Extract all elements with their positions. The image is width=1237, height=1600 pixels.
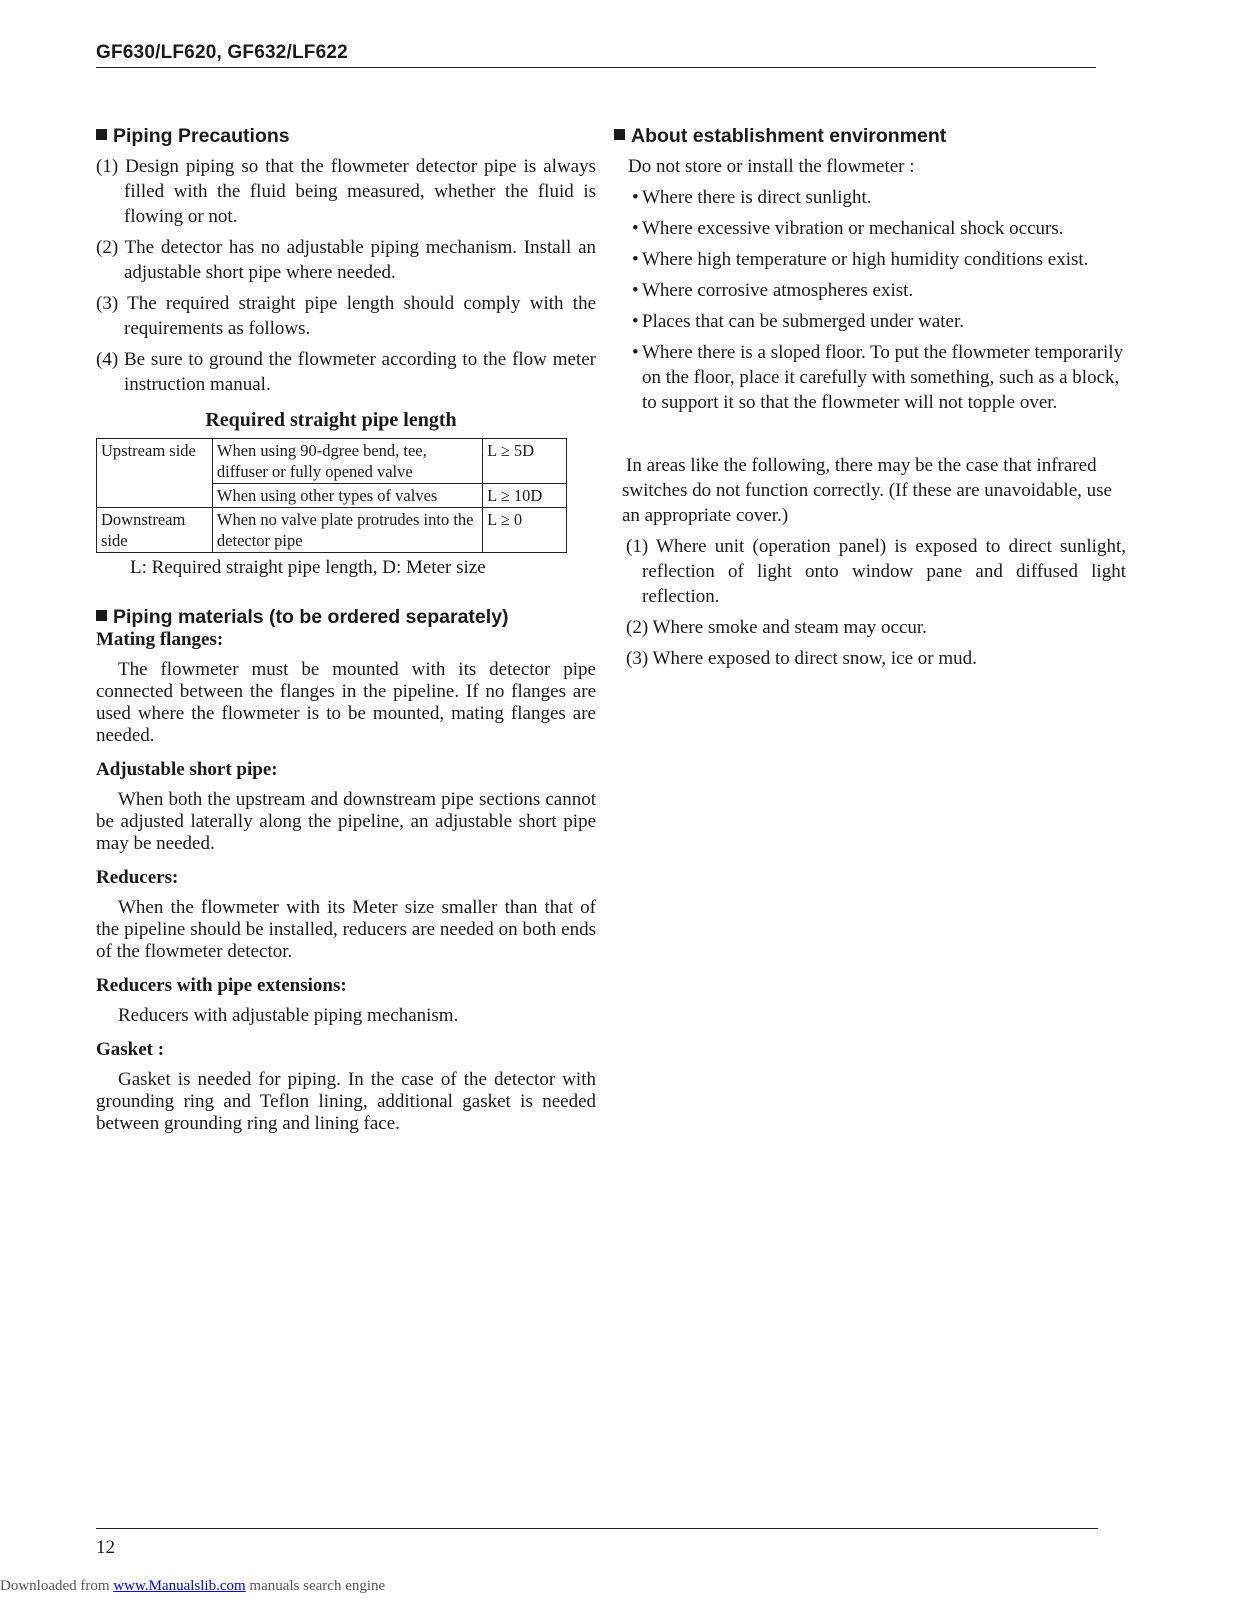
environment-intro: Do not store or install the flowmeter :	[628, 156, 915, 177]
gasket-text: Gasket is needed for piping. In the case of the detector with grounding ring and Teflon lining, additional gasket is needed between grounding ring and lining face.	[96, 1069, 596, 1134]
list-item: • Where there is a sloped floor. To put the flowmeter temporarily on the floor, place it carefully with something, such as a block, to support it so that the flowmeter will not topple over.	[626, 340, 1126, 415]
list-item: (1) Design piping so that the flowmeter detector pipe is always filled with the fluid being measured, whether the fluid is flowing or not.	[96, 156, 596, 227]
page-header-title: GF630/LF620, GF632/LF622	[96, 42, 348, 63]
right-column	[622, 96, 1126, 677]
table-cell: When using other types of valves	[212, 484, 482, 508]
table-row	[97, 508, 567, 553]
adjustable-pipe-text: When both the upstream and downstream pipe sections cannot be adjusted laterally along the pipeline, an adjustable short pipe may be needed.	[96, 789, 596, 854]
table-row	[97, 439, 567, 484]
straight-pipe-table	[96, 438, 567, 553]
reducers-text: When the flowmeter with its Meter size smaller than that of the pipeline should be installed, reducers are needed on both ends of the flowmeter detector.	[96, 897, 596, 962]
reducers-ext-heading: Reducers with pipe extensions:	[96, 975, 347, 996]
manualslib-link[interactable]: www.Manualslib.com	[113, 1578, 246, 1594]
reducers-ext-text: Reducers with adjustable piping mechanism.	[118, 1005, 459, 1026]
table-cell: When using 90-dgree bend, tee, diffuser or fully opened valve	[212, 439, 482, 484]
list-item: • Where corrosive atmospheres exist.	[626, 278, 1126, 303]
mating-flanges-text: The flowmeter must be mounted with its detector pipe connected between the flanges in the pipeline. If no flanges are used where the flowmeter is to be mounted, mating flanges are needed.	[96, 659, 596, 746]
table-cell: L ≥ 0	[483, 508, 567, 553]
list-item: (2) The detector has no adjustable piping mechanism. Install an adjustable short pipe where needed.	[96, 237, 596, 283]
table-note: L: Required straight pipe length, D: Meter size	[130, 557, 486, 578]
list-item: • Where there is direct sunlight.	[626, 185, 1126, 210]
infrared-intro: In areas like the following, there may be the case that infrared switches do not function correctly. (If these are unavoidable, use an appropriate cover.)	[622, 455, 1112, 526]
list-item: (3) The required straight pipe length should comply with the requirements as follows.	[96, 293, 596, 339]
list-item: • Where excessive vibration or mechanical shock occurs.	[626, 216, 1126, 241]
square-bullet-icon	[614, 129, 625, 140]
section-title-materials: Piping materials (to be ordered separately)	[96, 605, 596, 629]
mating-flanges-heading: Mating flanges:	[96, 629, 224, 650]
section-title-precautions: Piping Precautions	[96, 124, 596, 148]
infrared-list	[626, 534, 1126, 671]
table-cell: When no valve plate protrudes into the detector pipe	[212, 508, 482, 553]
adjustable-pipe-heading: Adjustable short pipe:	[96, 759, 278, 780]
table-cell: Upstream side	[97, 439, 213, 508]
footer-divider	[96, 1528, 1098, 1529]
left-column	[96, 96, 596, 1135]
gasket-heading: Gasket :	[96, 1039, 165, 1060]
square-bullet-icon	[96, 129, 107, 140]
section-title-environment: About establishment environment	[614, 124, 1126, 148]
list-item: (1) Where unit (operation panel) is exposed to direct sunlight, reflection of light onto window pane and diffused light reflection.	[626, 536, 1126, 607]
square-bullet-icon	[96, 610, 107, 621]
reducers-heading: Reducers:	[96, 867, 179, 888]
table-cell: Downstream side	[97, 508, 213, 553]
header-divider	[96, 67, 1096, 68]
list-item: • Where high temperature or high humidity conditions exist.	[626, 247, 1126, 272]
table-cell: L ≥ 5D	[483, 439, 567, 484]
list-item: • Places that can be submerged under water.	[626, 309, 1126, 334]
table-cell: L ≥ 10D	[483, 484, 567, 508]
list-item: (2) Where smoke and steam may occur.	[626, 617, 927, 638]
download-footer: Downloaded from www.Manualslib.com manuals search engine	[0, 1578, 386, 1594]
environment-list	[626, 185, 1126, 415]
page-number: 12	[96, 1537, 115, 1558]
table-title: Required straight pipe length	[205, 409, 457, 431]
list-item: (4) Be sure to ground the flowmeter according to the flow meter instruction manual.	[96, 349, 596, 395]
precautions-list	[96, 154, 596, 397]
list-item: (3) Where exposed to direct snow, ice or mud.	[626, 648, 977, 669]
